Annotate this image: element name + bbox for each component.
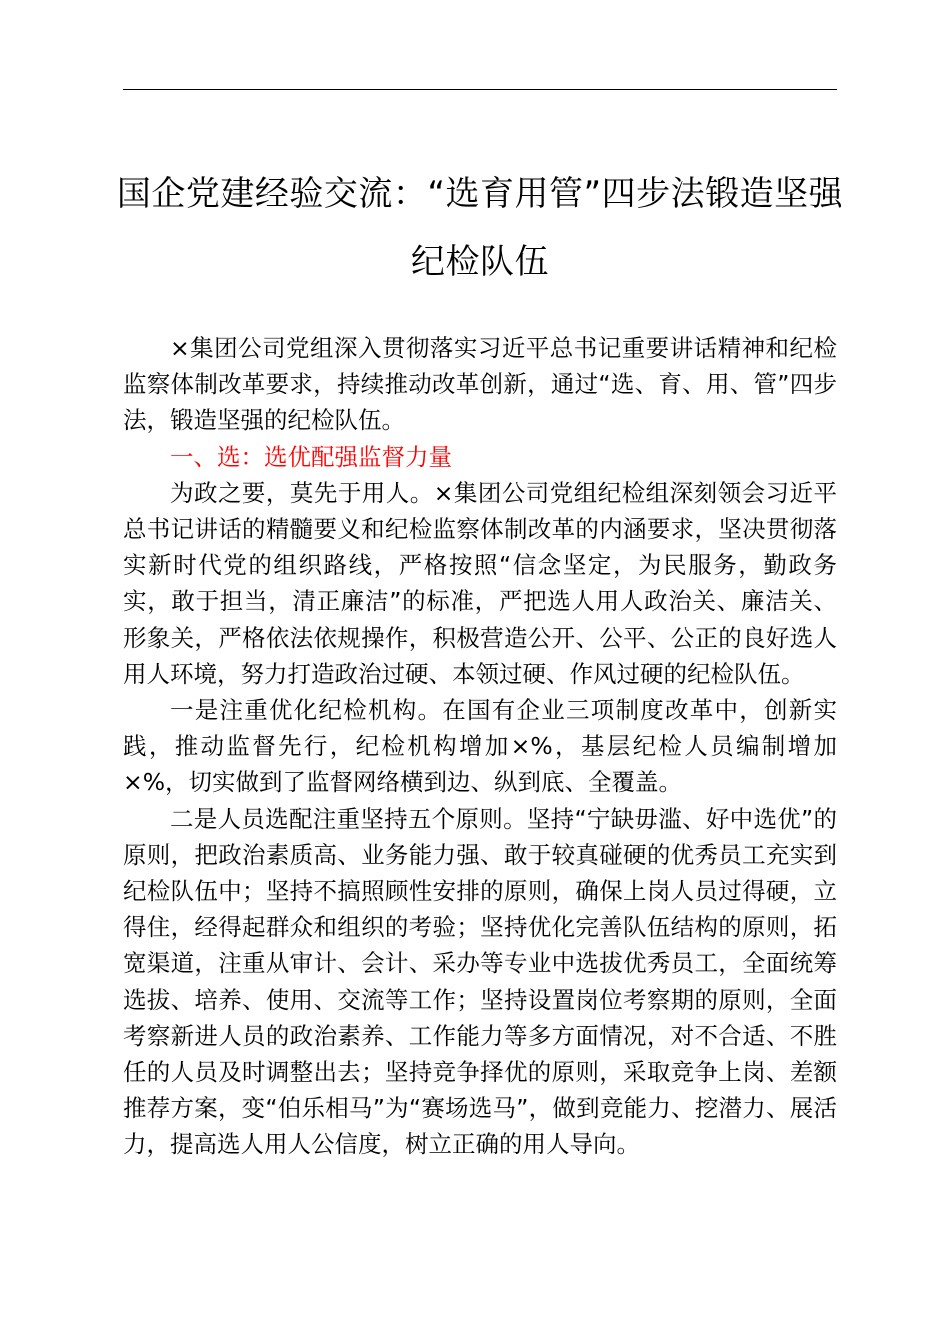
document-body bbox=[123, 330, 837, 1163]
body-paragraph: 一是注重优化纪检机构。在国有企业三项制度改革中，创新实践，推动监督先行，纪检机构增加×%，基层纪检人员编制增加×%，切实做到了监督网络横到边、纵到底、全覆盖。 bbox=[123, 696, 837, 797]
document-title: 国企党建经验交流：“选育用管”四步法锻造坚强纪检队伍 bbox=[116, 174, 844, 282]
header-rule bbox=[123, 89, 837, 90]
body-paragraph: 为政之要，莫先于用人。×集团公司党组纪检组深刻领会习近平总书记讲话的精髓要义和纪检监察体制改革的内涵要求，坚决贯彻落实新时代党的组织路线，严格按照“信念坚定，为民服务，勤政务实，敢于担当，清正廉洁”的标准，严把选人用人政治关、廉洁关、形象关，严格依法依规操作，积极营造公开、公平、公正的良好选人用人环境，努力打造政治过硬、本领过硬、作风过硬的纪检队伍。 bbox=[123, 478, 837, 688]
section-heading: 一、选：选优配强监督力量 bbox=[170, 442, 452, 471]
body-paragraph: 二是人员选配注重坚持五个原则。坚持“宁缺毋滥、好中选优”的原则，把政治素质高、业务能力强、敢于较真碰硬的优秀员工充实到纪检队伍中；坚持不搞照顾性安排的原则，确保上岗人员过得硬，立得住，经得起群众和组织的考验；坚持优化完善队伍结构的原则，拓宽渠道，注重从审计、会计、采办等专业中选拔优秀员工，全面统筹选拔、培养、使用、交流等工作；坚持设置岗位考察期的原则，全面考察新进人员的政治素养、工作能力等多方面情况，对不合适、不胜任的人员及时调整出去；坚持竞争择优的原则，采取竞争上岗、差额推荐方案，变“伯乐相马”为“赛场选马”，做到竞能力、挖潜力、展活力，提高选人用人公信度，树立正确的用人导向。 bbox=[123, 804, 837, 1159]
intro-paragraph: ×集团公司党组深入贯彻落实习近平总书记重要讲话精神和纪检监察体制改革要求，持续推动改革创新，通过“选、育、用、管”四步法，锻造坚强的纪检队伍。 bbox=[123, 334, 837, 435]
